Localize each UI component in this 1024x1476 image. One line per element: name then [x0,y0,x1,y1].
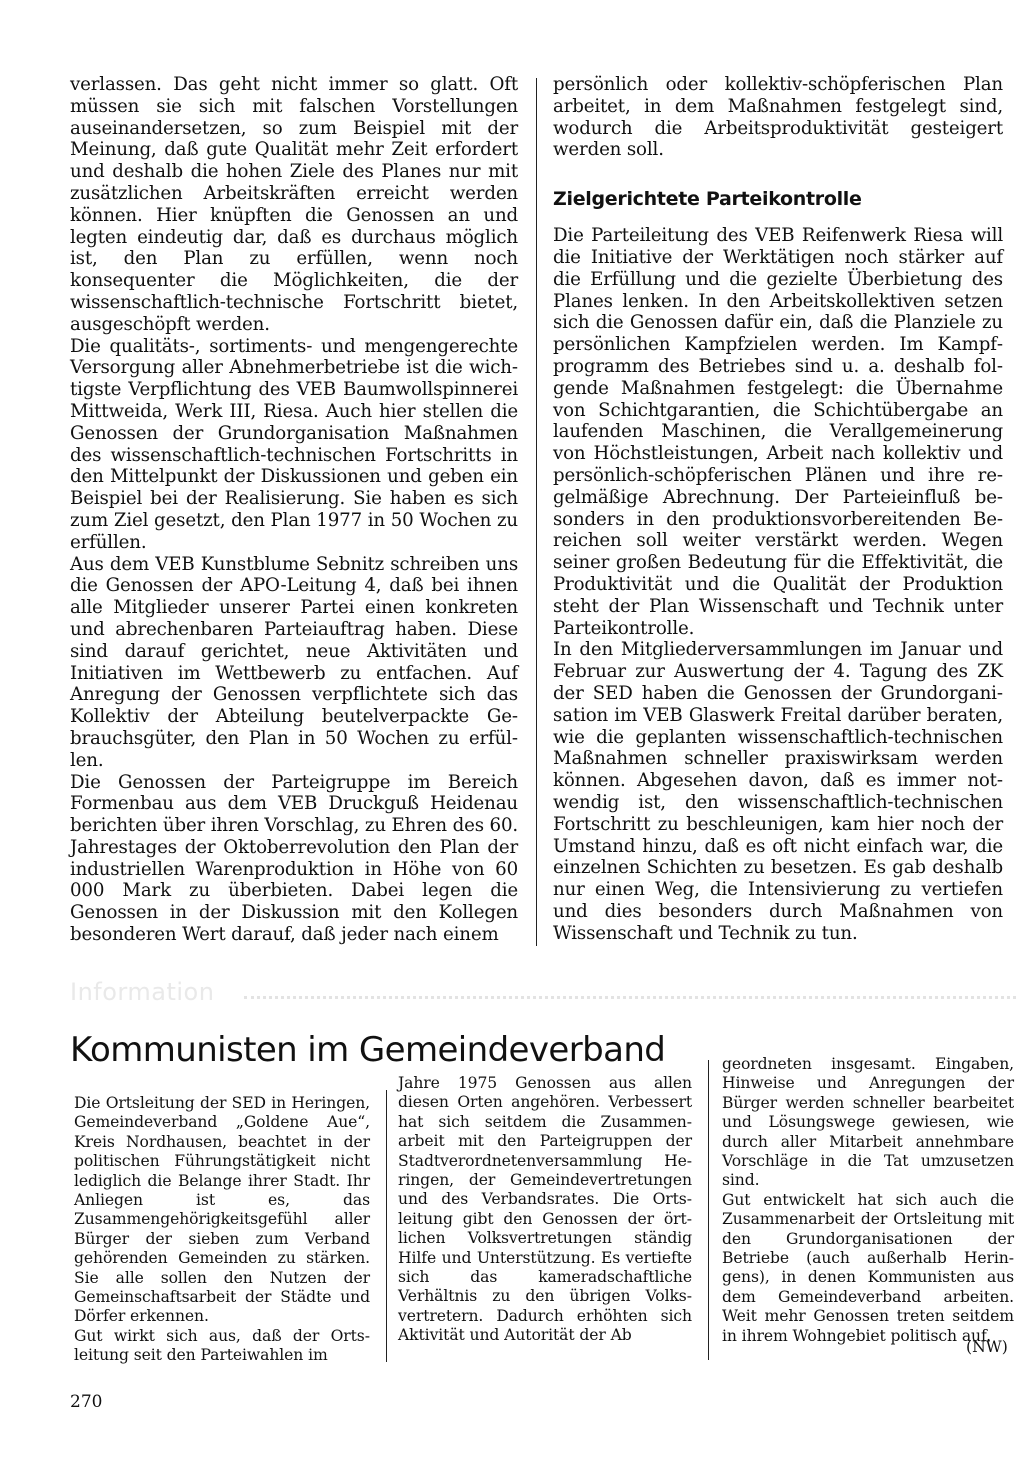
column-divider [708,1060,709,1360]
paragraph: Die Ortsleitung der SED in Heringen, Gemeindeverband „Goldene Aue“, Kreis Nordhausen, beachtet in der politischen Führungstätigkeit nicht lediglich die Belange ihrer Stadt. Ihr Anliegen ist es, das Zusammengehörigkeitsgefühl aller Bürger der sieben zum Verband gehörenden Gemeinden zu stärken. Sie alle sollen den Nutzen der Gemeinschaftsarbeit der Städte und Dörfer erkennen. [74,1094,370,1326]
article1-column-2 [553,74,1003,944]
article2-column-2 [398,1074,692,1346]
paragraph: geordneten insgesamt. Eingaben, Hinweise und Anregungen der Bürger werden schneller bearbeitet und Lösungswege gewiesen, wie durch aller Mitarbeit annehmbare Vorschläge in die Tat umzusetzen sind. [722,1055,1014,1190]
article-headline: Kommunisten im Gemeindeverband [70,1030,666,1070]
paragraph: Aus dem VEB Kunstblume Sebnitz schreiben uns die Genossen der APO-Leitung 4, daß bei ihnen alle Mitglieder unserer Partei einen konkreten und abrechenbaren Parteiauftrag haben. Diese sind darauf gerichtet, neue Aktivitäten und Initiativen im Wettbewerb zu entfachen. Auf Anregung der Genossen verpflichtete sich das Kollektiv der Abteilung beutelverpackte Gebrauchsgüter, den Plan in 50 Wochen zu erfüllen. [70,553,518,771]
paragraph: Gut entwickelt hat sich auch die Zusammenarbeit der Ortsleitung mit den Grundorganisationen der Betriebe (auch außerhalb Heringens), in denen Kommunisten aus dem Gemeindeverband arbeiten. Weit mehr Genossen treten seitdem in ihrem Wohngebiet politisch auf. [722,1190,1014,1345]
column-divider [536,78,537,946]
paragraph: Gut wirkt sich aus, daß der Ortsleitung seit den Parteiwahlen im [74,1326,370,1365]
paragraph: Die qualitäts-, sortiments- und mengengerechte Versorgung aller Abnehmerbetriebe ist die wichtigste Verpflichtung des VEB Baumwollspinnerei Mittweida, Werk III, Riesa. Auch hier stellen die Genossen der Grundorganisation Maßnahmen des wissenschaftlich-technischen Fortschritts in den Mittelpunkt der Diskussionen und geben ein Beispiel bei der Realisierung. Sie haben es sich zum Ziel gesetzt, den Plan 1977 in 50 Wochen zu erfüllen. [70,335,518,553]
paragraph: In den Mitgliederversammlungen im Januar und Februar zur Auswertung der 4. Tagung des ZK der SED haben die Genossen der Grundorganisation im VEB Glaswerk Freital darüber beraten, wie die geplanten wissenschaftlich-technischen Maßnahmen schneller praxiswirksam werden können. Abgesehen davon, daß es immer notwendig ist, den wissenschaftlich-technischen Fortschritt zu beschleunigen, kam hier noch der Umstand hinzu, daß es oft nicht einfach war, die einzelnen Schichten zu besetzen. Es gab deshalb nur einen Weg, die Intensivierung zu vertiefen und dies besonders durch Maßnahmen von Wissenschaft und Technik zu tun. [553,639,1003,944]
column-divider [386,1090,387,1362]
paragraph: Die Parteileitung des VEB Reifenwerk Riesa will die Initiative der Werktätigen noch stärker auf die Erfüllung und die gezielte Überbietung des Planes lenken. In den Arbeitskollektiven setzen sich die Genossen dafür ein, daß die Planziele zu persönlichen Kampfzielen werden. Im Kampfprogramm des Betriebes sind u. a. deshalb folgende Maßnahmen festgelegt: die Übernahme von Schichtgarantien, die Schichtübergabe an laufenden Maschinen, die Verallgemeinerung von Höchstleistungen, Arbeit nach kollektiv und persönlich-schöpferischen Plänen und ihre regelmäßige Abrechnung. Der Parteieinfluß besonders in den produktionsvorbereitenden Bereichen soll weiter verstärkt werden. Wegen seiner großen Bedeutung für die Effektivität, die Produktivität und die Qualität der Produktion steht der Plan Wissenschaft und Technik unter Parteikontrolle. [553,225,1003,639]
section-subheading: Zielgerichtete Parteikontrolle [553,188,862,211]
section-banner-label: Information [70,978,215,1006]
article2-column-3 [722,1055,1014,1346]
paragraph: Die Genossen der Parteigruppe im Bereich Formenbau aus dem VEB Druckguß Heidenau berichten über ihren Vorschlag, zu Ehren des 60. Jahrestages der Oktoberrevolution den Plan der industriellen Warenproduktion in Höhe von 60 000 Mark zu überbieten. Dabei legen die Genossen in der Diskussion mit den Kollegen besonderen Wert darauf, daß jeder nach einem [70,771,518,946]
article1-column-1 [70,74,518,946]
paragraph: persönlich oder kollektiv-schöpferischen Plan arbeitet, in dem Maßnahmen festgelegt sind, wodurch die Arbeitsproduktivität gesteigert werden soll. [553,74,1003,161]
page-number: 270 [70,1392,103,1412]
paragraph: verlassen. Das geht nicht immer so glatt. Oft müssen sie sich mit falschen Vorstellungen auseinandersetzen, so zum Beispiel mit der Meinung, daß gute Qualität mehr Zeit erfordert und deshalb die hohen Ziele des Planes nur mit zusätzlichen Arbeitskräften erreicht werden können. Hier knüpften die Genossen an und legten eindeutig dar, daß es durchaus möglich ist, den Plan zu erfüllen, wenn noch konsequenter die Möglichkeiten, die der wissenschaftlich-technische Fortschritt bietet, ausgeschöpft werden. [70,74,518,335]
author-credit: (NW) [966,1338,1008,1356]
paragraph: Jahre 1975 Genossen aus allen diesen Orten angehören. Verbessert hat sich seitdem die Zusammenarbeit mit den Parteigruppen der Stadtverordnetenversammlung Heringen, der Gemeindevertretungen und des Verbandsrates. Die Ortsleitung gibt den Genossen der örtlichen Volksvertretungen ständig Hilfe und Unterstützung. Es vertiefte sich das kameradschaftliche Verhältnis zu den übrigen Volksvertretern. Dadurch erhöhten sich Aktivität und Autorität der Ab [398,1074,692,1345]
article2-column-1 [74,1094,370,1366]
banner-rule [244,996,1016,999]
